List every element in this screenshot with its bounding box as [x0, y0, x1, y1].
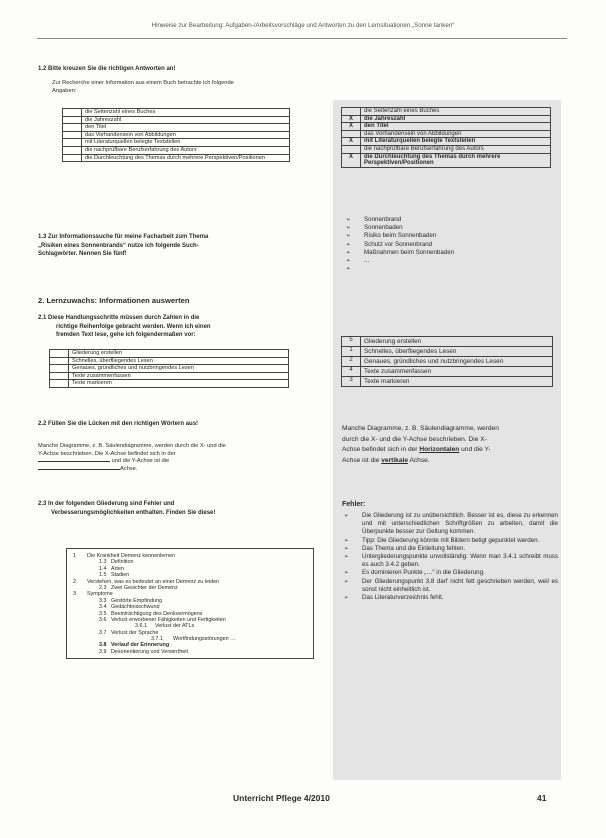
answer-mark-cell: X	[342, 115, 361, 123]
section-2-heading: 2. Lernzuwachs: Informationen auswerten	[38, 296, 190, 305]
bullet-item: ➢ Das Literaturverzeichnis fehlt.	[340, 594, 558, 602]
table-row	[342, 123, 551, 131]
order-number-cell[interactable]	[50, 357, 69, 365]
task-2-2-text	[38, 443, 308, 473]
outline-number: 3.6.1	[135, 623, 147, 630]
task-2-1-title-line: richtige Reihenfolge gebracht werden. Wenn ich einen	[56, 323, 211, 330]
answer-line: und die Y-	[461, 446, 491, 454]
answer-line: durch die X- und die Y-Achse beschrieben. Die X-	[342, 435, 487, 443]
outline-text: Zwei Gesichter der Demenz	[111, 584, 178, 591]
outline-text: Verlust der Sprache	[111, 629, 159, 636]
row-text: die Durchleuchtung des Themas durch mehrere Perspektiven/Positionen	[361, 153, 551, 167]
outline-text: Verstehen, was es bedeutet an einer Demenz zu leiden	[87, 578, 220, 585]
table-row	[50, 357, 289, 365]
checkbox-cell[interactable]	[63, 109, 82, 117]
outline-text: Wortfindungsstörungen …	[173, 636, 236, 643]
order-number-cell[interactable]	[50, 365, 69, 373]
task-1-2-intro: Zur Recherche einer Information aus einem Buch betrachte ich folgende Angaben:	[52, 80, 234, 94]
task-2-3-title-line: 2.3 In der folgenden Gliederung sind Fehler und	[38, 501, 175, 507]
row-text: Schnelles, überfliegendes Lesen	[361, 347, 553, 357]
checkbox-cell[interactable]	[63, 131, 82, 139]
row-text: die nachprüfbare Berufserfahrung des Autors	[82, 146, 290, 154]
outline-number: 3.9	[99, 648, 107, 655]
outline-number: 3.4	[99, 604, 107, 611]
row-text: das Vorhandensein von Abbildungen	[82, 131, 290, 139]
row-text: die Jahreszahl	[361, 115, 551, 123]
checkbox-cell[interactable]	[63, 146, 82, 154]
task-2-1-answer-table	[341, 336, 553, 387]
row-text: den Titel	[361, 123, 551, 131]
bullet-item: ➢ Sonnenbaden	[342, 224, 552, 232]
bullet-item: ➢ ...	[342, 257, 552, 265]
answer-mark-cell: X	[342, 153, 361, 167]
outline-entry	[73, 649, 307, 655]
row-text: Texte zusammenfassen	[69, 372, 289, 380]
outline-text: Gedächtnisschwund	[111, 604, 160, 611]
bullet-item: ➢ Das Thema und die Einleitung fehlen.	[340, 545, 558, 553]
table-row	[342, 367, 553, 377]
footer-page-number: 41	[537, 793, 547, 803]
outline-text: Arten	[111, 565, 124, 572]
outline-text: Verlauf der Erinnerung	[111, 642, 170, 649]
outline-text: Verlust der ATLs	[155, 623, 195, 630]
row-text: die nachprüfbare Berufserfahrung des Autors	[361, 145, 551, 153]
bullet-item: ➢ Risiko beim Sonnenbaden	[342, 232, 552, 240]
outline-number: 3.7	[99, 629, 107, 636]
checkbox-cell[interactable]	[63, 139, 82, 147]
row-text: Texte zusammenfassen	[361, 367, 553, 377]
outline-number: 1	[73, 553, 76, 559]
table-row	[63, 131, 290, 139]
bullet-item: ➢ Der Gliederungspunkt 3.8 darf nicht fett geschrieben werden, weil es sonst nicht einheitlich ist.	[340, 578, 558, 594]
table-row	[63, 154, 290, 162]
answer-word-vertical: vertikale	[381, 456, 408, 464]
answer-mark-cell: X	[342, 123, 361, 131]
outline-number: 1.5	[99, 572, 107, 579]
outline-text: Gestörte Empfindung	[111, 597, 162, 604]
row-text: Gliederung erstellen	[361, 337, 553, 347]
table-row	[342, 377, 553, 387]
table-row	[342, 138, 551, 146]
table-row	[342, 130, 551, 138]
task-2-1-table	[49, 349, 289, 388]
row-text: Texte markieren	[361, 377, 553, 387]
task-2-2-answer	[342, 424, 556, 466]
outline-number: 3	[73, 591, 76, 598]
outline-text: Stadien	[111, 572, 130, 579]
answer-number-cell: 3	[342, 377, 361, 387]
outline-text: Definition	[111, 559, 134, 566]
task-1-3-title-line: Schlagwörter. Nennen Sie fünf!	[38, 251, 127, 257]
task-1-3-title-line: „Risiken eines Sonnenbrands“ nutze ich folgende Such-	[38, 242, 199, 249]
checkbox-cell[interactable]	[63, 154, 82, 162]
answer-number-cell: 5	[342, 337, 361, 347]
table-row	[342, 115, 551, 123]
bullet-item: ➢ Schutz vor Sonnenbrand	[342, 241, 552, 249]
task-1-3-answer-list	[342, 216, 552, 265]
bullet-item: ➢ Sonnenbrand	[342, 216, 552, 224]
task-1-2-title: 1.2 Bitte kreuzen Sie die richtigen Antworten an!	[38, 66, 176, 72]
answer-mark-cell	[342, 130, 361, 138]
table-row	[342, 108, 551, 116]
row-text: Genaues, gründliches und nutzbringendes Lesen	[69, 365, 289, 373]
answer-mark-cell	[342, 145, 361, 153]
table-row	[50, 365, 289, 373]
outline-text: Verlust erworbener Fähigkeiten und Fertigkeiten	[111, 616, 226, 623]
row-text: die Durchleuchtung des Themas durch mehrere Perspektiven/Positionen	[82, 154, 290, 162]
row-text: den Titel	[82, 124, 290, 132]
task-1-3-title-line: 1.3 Zur Informationssuche für meine Facharbeit zum Thema	[38, 234, 209, 240]
answer-line: Achse.	[409, 456, 430, 464]
row-text: das Vorhandensein von Abbildungen	[361, 130, 551, 138]
outline-number: 1.3	[99, 559, 107, 566]
order-number-cell[interactable]	[50, 350, 69, 358]
task-1-2-table	[62, 108, 290, 162]
table-row	[50, 372, 289, 380]
header-rule	[37, 38, 567, 39]
fehler-heading: Fehler:	[342, 501, 366, 508]
page-header: Hinweise zur Bearbeitung: Aufgaben-/Arbeitsvorschläge und Antworten zu den Lernsituationen „Sonne tanken“	[151, 22, 455, 29]
task-2-2-text-line: Achse.	[120, 465, 138, 472]
answer-line: Achse ist die	[342, 456, 380, 464]
table-row	[50, 380, 289, 388]
task-2-2-title: 2.2 Füllen Sie die Lücken mit den richtigen Wörtern aus!	[38, 421, 199, 427]
bullet-item: ➢ Untergliederungspunkte unvollständig: Wenn man 3.4.1 schreibt muss es auch 3.4.2 geben.	[340, 553, 558, 569]
answer-number-cell: 4	[342, 367, 361, 377]
row-text: mit Literaturquellen belegte Textstellen	[361, 138, 551, 146]
task-2-2-text-line: Y-Achse beschrieben. Die X-Achse befindet sich in der	[38, 450, 176, 457]
row-text: Gliederung erstellen	[69, 350, 289, 358]
task-2-1-title-line: 2.1 Diese Handlungsschritte müssen durch Zahlen in die	[38, 315, 200, 321]
task-2-1-title	[38, 314, 211, 340]
bullet-item: ➢ Die Gliederung ist zu unübersichtlich. Besser ist es, diese zu erkennen und mit unterschiedlichen Schriftgrößen zu arbeiten, damit die Überpunkte besser zur Geltung kommen.	[340, 512, 558, 537]
task-1-2-answer-table	[341, 107, 551, 168]
table-row	[63, 146, 290, 154]
row-text: die Seitenzahl eines Buches	[361, 108, 551, 116]
table-row	[63, 139, 290, 147]
footer-journal: Unterricht Pflege 4/2010	[233, 793, 330, 803]
row-text: Schnelles, überfliegendes Lesen	[69, 357, 289, 365]
outline-number: 2.3	[99, 584, 107, 591]
bullet-item: ➢ Tipp: Die Gliederung könnte mit Bildern betigt gepunktet werden.	[340, 537, 558, 545]
table-row	[342, 347, 553, 357]
outline-number: 1.4	[99, 565, 107, 572]
fehler-list	[340, 512, 558, 602]
answer-line: Achse befindet sich in der	[342, 446, 418, 454]
gap-blank-2[interactable]	[38, 469, 120, 470]
answer-number-cell: 2	[342, 357, 361, 367]
outline-text: Desorientierung und Verwirrtheit	[111, 648, 189, 655]
outline-number: 2	[73, 578, 76, 585]
outline-text: Symptome	[87, 591, 113, 598]
row-text: Texte markieren	[69, 380, 289, 388]
row-text: Genaues, gründliches und nutzbringendes Lesen	[361, 357, 553, 367]
row-text: die Jahreszahl	[82, 116, 290, 124]
outline-number: 3.8	[99, 642, 107, 649]
checkbox-cell[interactable]	[63, 116, 82, 124]
outline-number: 3.6	[99, 616, 107, 623]
bullet-item: ➢ Maßnahmen beim Sonnenbaden	[342, 249, 552, 257]
task-1-3-title	[38, 233, 208, 259]
gap-blank-1[interactable]	[38, 461, 110, 462]
task-2-2-text-line: Manche Diagramme, z. B. Säulendiagramme, werden durch die X- und die	[38, 443, 226, 449]
demenz-outline-box	[66, 548, 314, 659]
outline-text: Beeinträchtigung des Denkvermögens	[111, 610, 203, 617]
table-row	[342, 337, 553, 347]
answer-number-cell: 1	[342, 347, 361, 357]
outline-text: Die Krankheit Demenz kennenlernen	[87, 553, 176, 559]
table-row	[63, 116, 290, 124]
table-row	[63, 109, 290, 117]
table-row	[342, 145, 551, 153]
order-number-cell[interactable]	[50, 372, 69, 380]
task-2-3-title-line: Verbesserungsmöglichkeiten enthalten. Finden Sie diese!	[51, 510, 216, 516]
checkbox-cell[interactable]	[63, 124, 82, 132]
outline-number: 3.5	[99, 610, 107, 617]
table-row	[63, 124, 290, 132]
table-row	[50, 350, 289, 358]
task-2-2-text-line: und die Y-Achse ist die	[111, 458, 170, 465]
table-row	[342, 153, 551, 167]
table-row	[342, 357, 553, 367]
answer-line: Manche Diagramme, z. B. Säulendiagramme, werden	[342, 425, 499, 432]
answer-word-horizontal: Horizontalen	[419, 446, 460, 454]
bullet-item: ➢ Es dominieren Punkte „…“ in die Gliederung.	[340, 569, 558, 577]
answer-mark-cell	[342, 108, 361, 116]
task-2-3-title	[38, 500, 215, 518]
row-text: mit Literaturquellen belegte Textstellen	[82, 139, 290, 147]
answer-mark-cell: X	[342, 138, 361, 146]
outline-number: 3.3	[99, 597, 107, 604]
outline-number: 3.7.1	[151, 636, 163, 643]
row-text: die Seitenzahl eines Buches	[82, 109, 290, 117]
order-number-cell[interactable]	[50, 380, 69, 388]
task-2-1-title-line: fremden Text lese, gehe ich folgendermaßen vor:	[56, 332, 196, 338]
